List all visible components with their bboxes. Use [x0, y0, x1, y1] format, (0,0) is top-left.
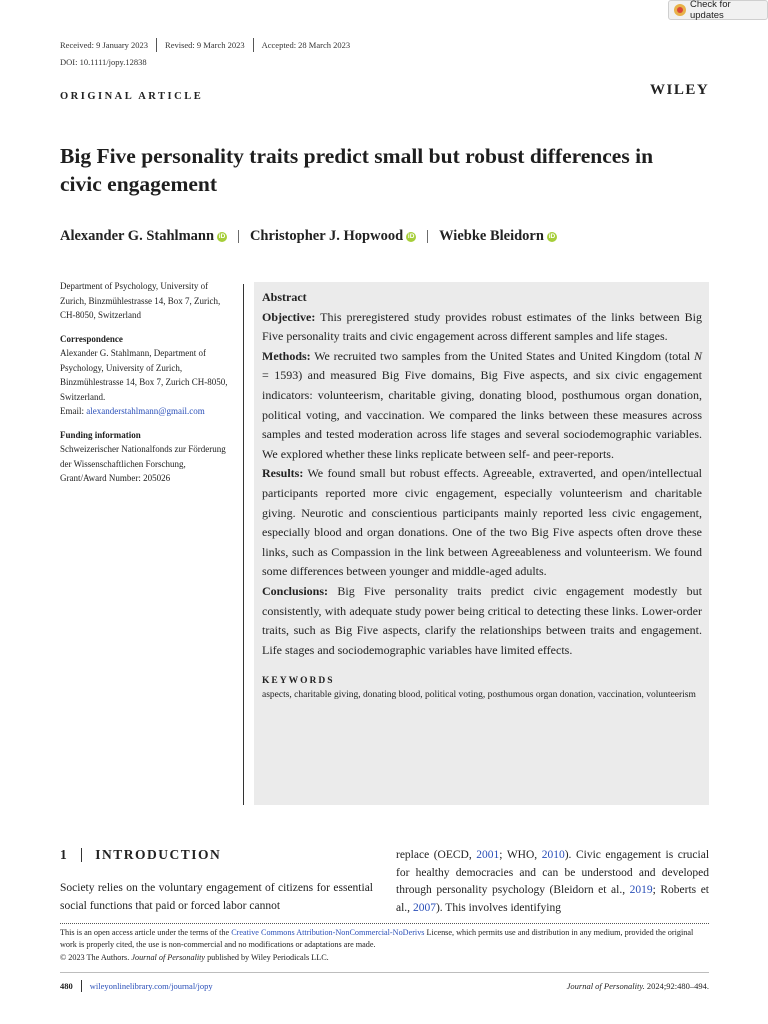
doi[interactable]: DOI: 10.1111/jopy.12838: [60, 57, 147, 67]
footer-divider: [60, 972, 709, 973]
revised-date: Revised: 9 March 2023: [165, 40, 245, 50]
citation-link[interactable]: 2001: [476, 849, 500, 861]
author-separator: |: [426, 228, 430, 244]
orcid-icon[interactable]: iD: [548, 232, 556, 240]
results-text: We found small but robust effects. Agreeable, extraverted, and open/intellectual participants reported more civic engagement, especially volunteerism and charitable giving. Neurotic and conscientious participants mainly reported less civic engagement, especially blood and organ donations. One of the two Big Five aspects often drove these links, such as Compassion in the link between Agreeableness and volunteerism. We found some differences between younger and middle-aged adults.: [262, 466, 702, 579]
author-name[interactable]: Wiebke Bleidorn: [439, 228, 544, 244]
orcid-icon[interactable]: iD: [407, 232, 415, 240]
volume-pages: 2024;92:480–494.: [644, 981, 709, 991]
author-name[interactable]: Alexander G. Stahlmann: [60, 228, 215, 244]
page-number: 480: [60, 981, 73, 991]
abstract-content: [262, 288, 702, 703]
methods-label: Methods:: [262, 348, 311, 363]
article-sidebar: [60, 279, 232, 495]
copyright-line: [60, 952, 710, 964]
email-link[interactable]: alexanderstahlmann@gmail.com: [86, 406, 205, 416]
keywords-list: aspects, charitable giving, donating blood, political voting, posthumous organ donation, vaccination, volunteerism: [262, 690, 696, 701]
abstract-conclusions: [262, 582, 702, 660]
funding-block: [60, 428, 232, 486]
section-heading-divider: [81, 848, 82, 862]
body-text: ; WHO,: [499, 849, 542, 861]
citation-link[interactable]: 2019: [629, 884, 653, 896]
body-text: ). Civic engagement is crucial for healthy democracies and can be understood and developed through personality psychology (Bleidorn et al.,: [396, 849, 710, 896]
footnote-divider: [60, 923, 709, 924]
funding-text: Schweizerischer Nationalfonds zur Förderung der Wissenschaftlichen Forschung, Grant/Award Number: 205026: [60, 444, 226, 483]
journal-url-link[interactable]: wileyonlinelibrary.com/journal/jopy: [89, 981, 213, 991]
copyright-text: © 2023 The Authors.: [60, 952, 132, 962]
author-separator: |: [237, 228, 240, 244]
email-line: [60, 404, 232, 419]
copyright-journal: Journal of Personality: [131, 952, 206, 962]
email-label: Email:: [60, 406, 87, 416]
date-divider: [156, 38, 157, 52]
citation-link[interactable]: 2007: [412, 901, 436, 914]
body-text: replace (OECD,: [396, 849, 477, 861]
body-text: ; Roberts et al.,: [396, 884, 709, 914]
check-updates-icon: [674, 4, 686, 16]
abstract-methods: [262, 347, 702, 465]
article-dates: [60, 38, 350, 52]
license-link[interactable]: Creative Commons Attribution-NonCommercial-NoDerivs: [231, 928, 425, 937]
methods-text: = 1593) and measured Big Five domains, Big Five aspects, and six civic engagement indicators: volunteerism, charitable giving, donating blood, posthumous organ donation, political voting, and vaccination. We compared the links between these measures across samples and tested moderation across life stages and several sociodemographic variables. We explored whether these links replicate between self- and peer-reports.: [262, 368, 702, 461]
article-type: ORIGINAL ARTICLE: [60, 91, 204, 102]
author-list: [60, 228, 557, 245]
correspondence-text: Alexander G. Stahlmann, Department of Psychology, University of Zurich, Binzmühlestrasse 14, Box 7, Zurich CH-8050, Switzerland.: [60, 348, 228, 402]
objective-label: Objective:: [262, 309, 316, 324]
funding-heading: Funding information: [60, 429, 141, 440]
sample-size-symbol: N: [693, 348, 702, 363]
abstract-results: [262, 464, 702, 582]
citation-link[interactable]: 2010: [541, 849, 565, 861]
correspondence-heading: Correspondence: [60, 333, 123, 344]
accepted-date: Accepted: 28 March 2023: [261, 40, 351, 50]
author-name[interactable]: Christopher J. Hopwood: [249, 228, 404, 244]
body-text: ). This involves identifying: [435, 901, 561, 914]
article-title: Big Five personality traits predict small but robust differences in civic engagement: [60, 144, 654, 196]
license-footnote: [60, 927, 710, 964]
date-divider: [253, 38, 254, 52]
journal-name: Journal of Personality.: [566, 981, 645, 991]
abstract-heading: Abstract: [262, 290, 307, 304]
correspondence-block: [60, 332, 232, 419]
license-text-part: This is an open access article under the terms of the: [60, 928, 232, 937]
check-for-updates-button[interactable]: [668, 0, 768, 20]
affiliation: Department of Psychology, University of Zurich, Binzmühlestrasse 14, Box 7, Zurich, CH-8050, Switzerland: [60, 281, 221, 320]
copyright-text: published by Wiley Periodicals LLC.: [205, 952, 329, 962]
conclusions-text: Big Five personality traits predict civic engagement modestly but consistently, with adequate study power being critical to detecting these links. Lower-order traits, such as Big Five aspects, clarify the relationships between traits and engagement. Life stages and sociodemographic variables have limited effects.: [262, 583, 702, 657]
publisher-logo: WILEY: [650, 82, 710, 98]
results-label: Results:: [262, 466, 304, 481]
objective-text: This preregistered study provides robust estimates of the links between Big Five personality traits and civic engagement across different samples and life stages.: [262, 309, 702, 344]
abstract-objective: [262, 308, 702, 347]
check-updates-label: Check for updates: [689, 0, 731, 21]
keywords-heading: KEYWORDS: [262, 676, 335, 687]
intro-column-left: Society relies on the voluntary engagement of citizens for essential social functions that paid or forced labor cannot: [60, 882, 373, 912]
section-number: 1: [60, 847, 69, 862]
conclusions-label: Conclusions:: [262, 583, 329, 598]
abstract-box: [254, 282, 709, 805]
license-text: [60, 927, 710, 952]
orcid-icon[interactable]: iD: [218, 232, 226, 240]
journal-citation: [567, 981, 709, 991]
license-text-part: License, which permits use and distribution in any medium, provided the original work is properly cited, the use is non-commercial and no modifications or adaptations are made.: [60, 928, 694, 950]
section-heading-introduction: [60, 847, 221, 863]
section-title: INTRODUCTION: [95, 847, 222, 862]
page-footer: [60, 980, 709, 992]
methods-text: We recruited two samples from the United States and United Kingdom (total: [310, 348, 694, 363]
received-date: Received: 9 January 2023: [60, 40, 149, 50]
footer-separator: [81, 980, 82, 992]
sidebar-divider: [243, 284, 244, 805]
intro-column-right: [396, 847, 709, 917]
